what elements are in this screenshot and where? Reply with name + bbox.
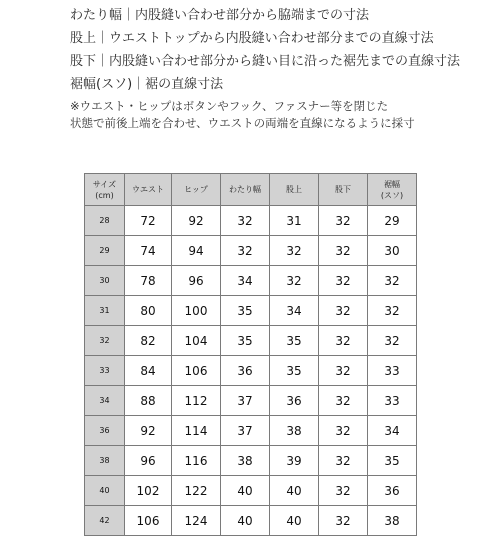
measurement-cell: 114 (172, 416, 221, 446)
measurement-cell: 40 (221, 476, 270, 506)
measurement-cell: 29 (368, 206, 417, 236)
measurement-cell: 96 (172, 266, 221, 296)
measurement-cell: 30 (368, 236, 417, 266)
note-line-watari: わたり幅｜内股縫い合わせ部分から脇端までの寸法 (70, 8, 370, 23)
measurement-cell: 35 (221, 326, 270, 356)
measurement-cell: 74 (125, 236, 172, 266)
measurement-cell: 78 (125, 266, 172, 296)
size-chart-table (84, 173, 417, 536)
measurement-cell: 40 (221, 506, 270, 536)
measurement-cell: 34 (221, 266, 270, 296)
measurement-cell: 36 (368, 476, 417, 506)
column-header-0 (85, 174, 125, 206)
measurement-cell: 32 (270, 236, 319, 266)
measurement-cell: 38 (221, 446, 270, 476)
measurement-cell: 32 (368, 326, 417, 356)
table-row (85, 386, 417, 416)
table-row (85, 446, 417, 476)
measurement-cell: 88 (125, 386, 172, 416)
table-row (85, 266, 417, 296)
measurement-cell: 92 (172, 206, 221, 236)
header-row (85, 174, 417, 206)
measurement-cell: 33 (368, 356, 417, 386)
measurement-cell: 39 (270, 446, 319, 476)
measurement-cell: 82 (125, 326, 172, 356)
measurement-cell: 35 (270, 326, 319, 356)
measurement-cell: 32 (319, 206, 368, 236)
measurement-cell: 34 (368, 416, 417, 446)
measurement-cell: 116 (172, 446, 221, 476)
measurement-cell: 106 (172, 356, 221, 386)
measurement-cell: 32 (319, 446, 368, 476)
measurement-cell: 33 (368, 386, 417, 416)
table-row (85, 416, 417, 446)
measurement-cell: 32 (319, 236, 368, 266)
measurement-cell: 80 (125, 296, 172, 326)
measurement-cell: 32 (319, 416, 368, 446)
column-header-5 (319, 174, 368, 206)
column-header-text: 股下 (335, 185, 351, 194)
measurement-cell: 106 (125, 506, 172, 536)
column-header-text: 裾幅 (384, 179, 400, 189)
size-cell: 31 (85, 296, 125, 326)
size-cell: 36 (85, 416, 125, 446)
measurement-cell: 36 (270, 386, 319, 416)
column-header-text: サイズ (92, 179, 117, 189)
column-header-text: (cm) (95, 190, 114, 200)
measurement-cell: 96 (125, 446, 172, 476)
table-row (85, 476, 417, 506)
column-header-text: (スソ) (380, 190, 404, 200)
measurement-cell: 32 (319, 506, 368, 536)
measurement-cell: 32 (368, 296, 417, 326)
column-header-1 (125, 174, 172, 206)
note-line-susohaba: 裾幅(スソ)｜裾の直線寸法 (70, 77, 224, 92)
size-cell: 40 (85, 476, 125, 506)
size-cell: 32 (85, 326, 125, 356)
measurement-cell: 32 (319, 326, 368, 356)
measurement-cell: 38 (368, 506, 417, 536)
measurement-cell: 40 (270, 476, 319, 506)
table-row (85, 356, 417, 386)
measurement-cell: 37 (221, 386, 270, 416)
measurement-cell: 102 (125, 476, 172, 506)
column-header-6 (368, 174, 417, 206)
measurement-cell: 84 (125, 356, 172, 386)
size-cell: 29 (85, 236, 125, 266)
measurement-cell: 32 (319, 296, 368, 326)
table-row (85, 296, 417, 326)
measurement-cell: 34 (270, 296, 319, 326)
size-cell: 42 (85, 506, 125, 536)
table-row (85, 506, 417, 536)
size-chart-header (85, 174, 417, 206)
measurement-cell: 35 (368, 446, 417, 476)
measurement-cell: 124 (172, 506, 221, 536)
measurement-cell: 32 (221, 236, 270, 266)
measurement-cell: 104 (172, 326, 221, 356)
measurement-cell: 32 (319, 476, 368, 506)
measurement-cell: 35 (270, 356, 319, 386)
measurement-cell: 92 (125, 416, 172, 446)
measurement-cell: 122 (172, 476, 221, 506)
measurement-cell: 40 (270, 506, 319, 536)
measurement-cell: 32 (319, 266, 368, 296)
column-header-text: ウエスト (132, 185, 164, 194)
measurement-cell: 94 (172, 236, 221, 266)
measurement-cell: 32 (221, 206, 270, 236)
column-header-2 (172, 174, 221, 206)
size-chart-body (85, 206, 417, 536)
measurement-cell: 72 (125, 206, 172, 236)
measurement-cell: 100 (172, 296, 221, 326)
size-cell: 38 (85, 446, 125, 476)
table-row (85, 206, 417, 236)
measurement-cell: 31 (270, 206, 319, 236)
note-line-mataue: 股上｜ウエストトップから内股縫い合わせ部分までの直線寸法 (70, 31, 434, 46)
column-header-text: わたり幅 (229, 185, 261, 194)
measurement-cell: 35 (221, 296, 270, 326)
measurement-cell: 32 (270, 266, 319, 296)
size-cell: 33 (85, 356, 125, 386)
measurement-cell: 32 (368, 266, 417, 296)
measurement-notes (70, 6, 495, 132)
note-line-matashita: 股下｜内股縫い合わせ部分から縫い目に沿った裾先までの直線寸法 (70, 54, 461, 69)
measurement-cell: 32 (319, 386, 368, 416)
remark-line-2: 状態で前後上端を合わせ、ウエストの両端を直線になるように採寸 (70, 116, 415, 130)
measurement-cell: 112 (172, 386, 221, 416)
measurement-cell: 37 (221, 416, 270, 446)
column-header-text: ヒップ (184, 185, 208, 194)
measurement-cell: 38 (270, 416, 319, 446)
size-cell: 34 (85, 386, 125, 416)
remark-line-1: ※ウエスト・ヒップはボタンやフック、ファスナー等を閉じた (70, 99, 389, 113)
measurement-cell: 32 (319, 356, 368, 386)
measurement-cell: 36 (221, 356, 270, 386)
column-header-4 (270, 174, 319, 206)
column-header-text: 股上 (286, 185, 302, 194)
column-header-3 (221, 174, 270, 206)
size-cell: 28 (85, 206, 125, 236)
table-row (85, 326, 417, 356)
table-row (85, 236, 417, 266)
size-cell: 30 (85, 266, 125, 296)
